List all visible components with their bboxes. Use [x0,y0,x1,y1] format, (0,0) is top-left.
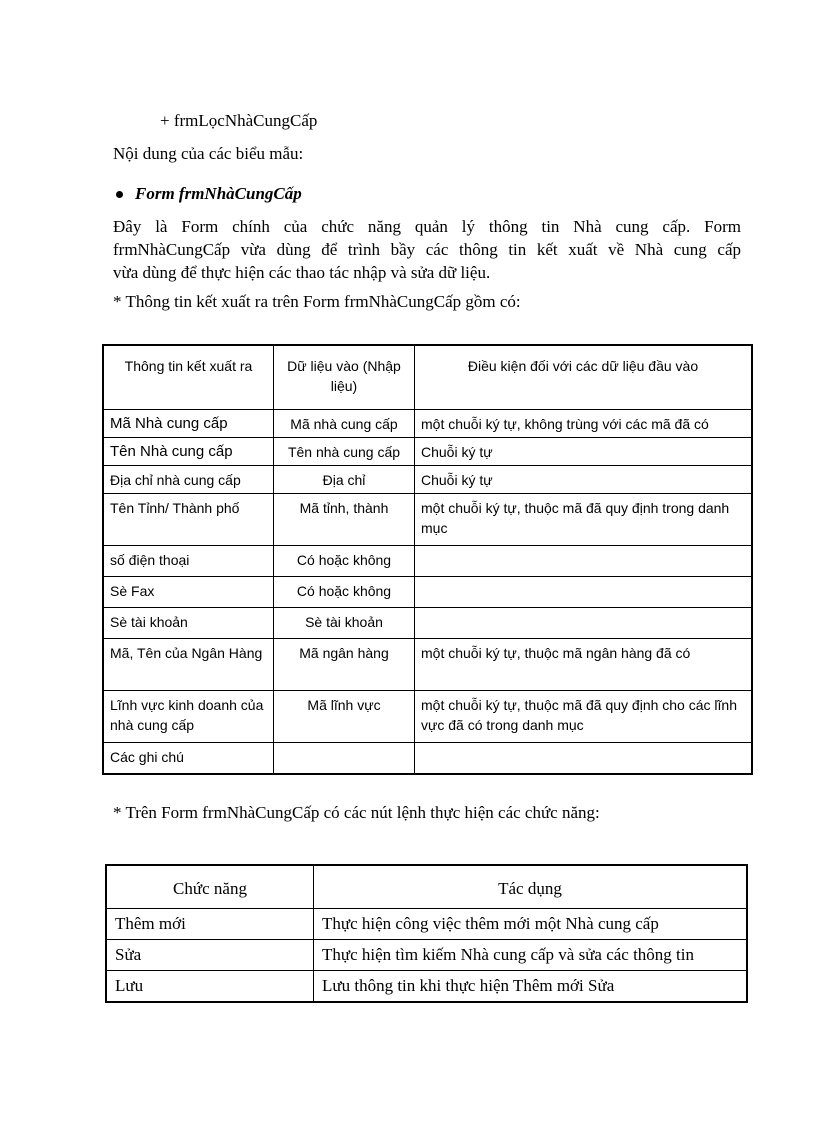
table-cell: Mã, Tên của Ngân Hàng [103,639,274,691]
table-row [103,577,752,608]
table-cell [415,577,753,608]
table-cell [415,743,753,775]
table-cell: Thực hiện tìm kiếm Nhà cung cấp và sửa các thông tin [314,940,748,971]
table-cell: một chuỗi ký tự, thuộc mã ngân hàng đã có [415,639,753,691]
table-row [103,546,752,577]
table-cell: Sè tài khoản [103,608,274,639]
table-cell: một chuỗi ký tự, không trùng với các mã đã có [415,410,753,438]
table-cell: Tên nhà cung cấp [274,438,415,466]
table-cell: Mã lĩnh vực [274,691,415,743]
table-row [103,743,752,775]
output-info-table [102,344,753,775]
table-cell: Lĩnh vực kinh doanh của nhà cung cấp [103,691,274,743]
bullet-title: Form frmNhàCungCấp [135,184,302,203]
table-row [103,691,752,743]
table-cell: Tên Nhà cung cấp [103,438,274,466]
table-row [106,909,747,940]
table-cell: Lưu thông tin khi thực hiện Thêm mới Sửa [314,971,748,1003]
info-heading: * Thông tin kết xuất ra trên Form frmNhàCungCấp gồm có: [113,292,521,311]
table-cell: số điện thoại [103,546,274,577]
bullet-icon [116,191,123,198]
column-header: Tác dụng [314,865,748,909]
table-cell: Sè tài khoản [274,608,415,639]
table-cell: một chuỗi ký tự, thuộc mã đã quy định cho các lĩnh vực đã có trong danh mục [415,691,753,743]
table-cell: Mã nhà cung cấp [274,410,415,438]
table-cell: Mã Nhà cung cấp [103,410,274,438]
column-header: Điều kiện đối với các dữ liệu đầu vào [415,345,753,410]
table-row [103,608,752,639]
table-cell: một chuỗi ký tự, thuộc mã đã quy định trong danh mục [415,494,753,546]
paragraph-line: Đây là Form chính của chức năng quản lý thông tin Nhà cung cấp. Form [113,217,741,236]
buttons-heading: * Trên Form frmNhàCungCấp có các nút lệnh thực hiện các chức năng: [113,803,600,822]
table-header-row [103,345,752,410]
table-header-row [106,865,747,909]
form-filter-line: + frmLọcNhàCungCấp [160,111,318,130]
table-cell [274,743,415,775]
column-header: Chức năng [106,865,314,909]
column-header: Dữ liệu vào (Nhập liệu) [274,345,415,410]
table-cell: Lưu [106,971,314,1003]
column-header: Thông tin kết xuất ra [103,345,274,410]
table-cell: Thực hiện công việc thêm mới một Nhà cung cấp [314,909,748,940]
table-cell [415,546,753,577]
bullet-title-row [113,183,302,205]
function-table [105,864,748,1003]
description-paragraph [113,215,741,284]
table-row [103,466,752,494]
table-cell: Có hoặc không [274,546,415,577]
table-cell: Tên Tỉnh/ Thành phố [103,494,274,546]
table-cell: Địa chỉ nhà cung cấp [103,466,274,494]
table-row [103,410,752,438]
table-cell: Các ghi chú [103,743,274,775]
paragraph-line: frmNhàCungCấp vừa dùng để trình bầy các thông tin kết xuất về Nhà cung cấp [113,240,741,259]
table-row [106,940,747,971]
table-row [103,494,752,546]
content-intro: Nội dung của các biểu mẫu: [113,144,304,163]
table-cell: Sè Fax [103,577,274,608]
table-cell: Sửa [106,940,314,971]
table-cell: Địa chỉ [274,466,415,494]
table-cell: Chuỗi ký tự [415,466,753,494]
paragraph-line: vừa dùng để thực hiện các thao tác nhập và sửa dữ liệu. [113,263,491,282]
table-row [103,639,752,691]
table-cell: Mã tỉnh, thành [274,494,415,546]
table-cell: Có hoặc không [274,577,415,608]
table-cell: Chuỗi ký tự [415,438,753,466]
table-cell [415,608,753,639]
table-row [106,971,747,1003]
table-cell: Thêm mới [106,909,314,940]
table-row [103,438,752,466]
table-cell: Mã ngân hàng [274,639,415,691]
